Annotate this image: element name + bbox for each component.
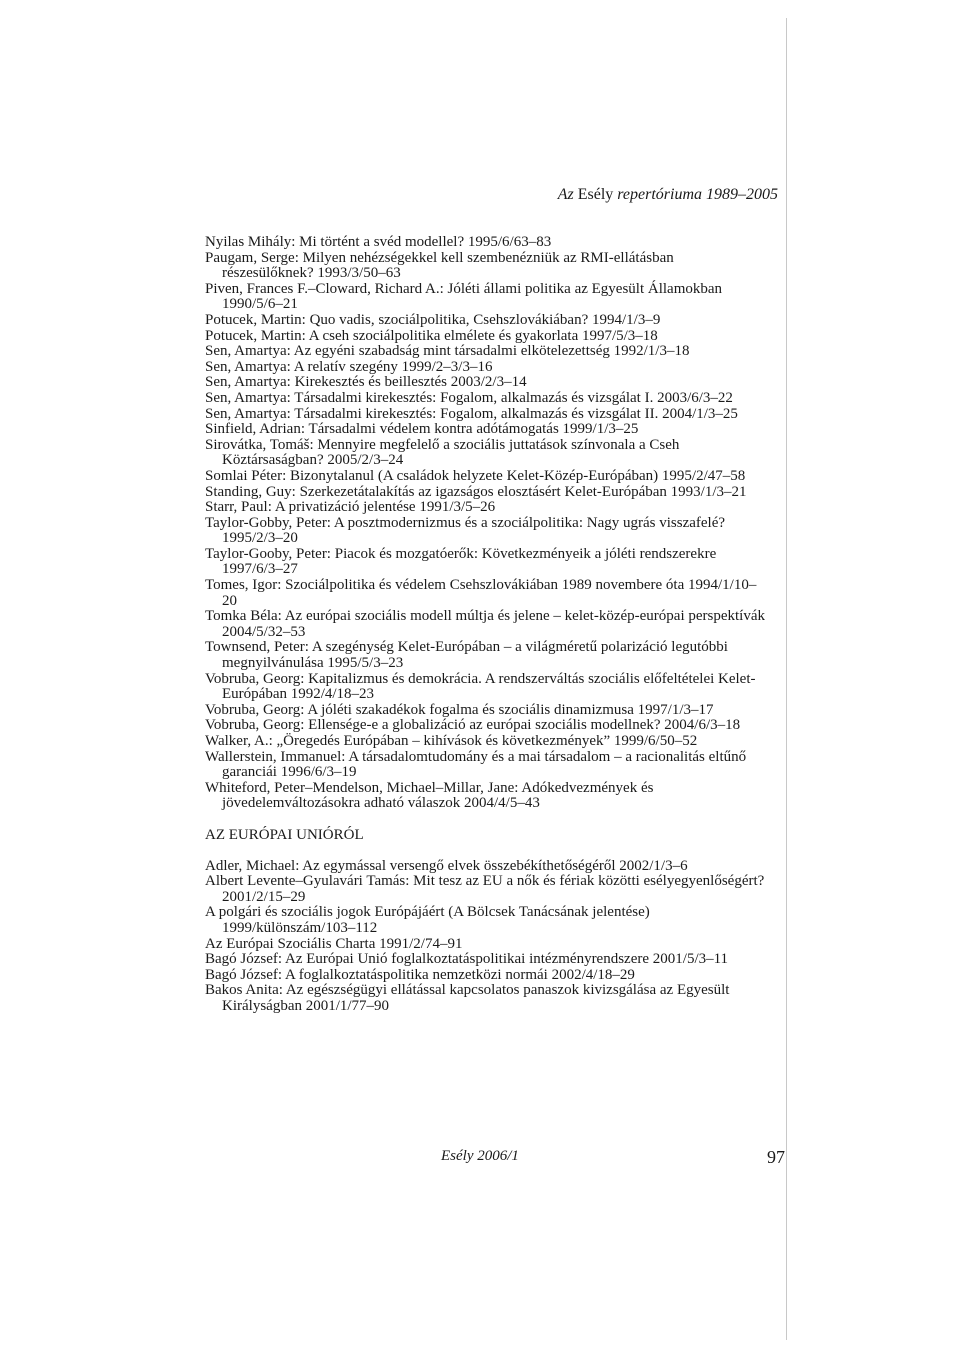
entry-list-eu xyxy=(205,859,765,1015)
bibliography-entry: Vobruba, Georg: Ellensége-e a globalizáció az európai szociális modellnek? 2004/6/3–18 xyxy=(205,717,741,734)
bibliography-entry: Potucek, Martin: A cseh szociálpolitika elmélete és gyakorlata 1997/5/3–18 xyxy=(205,327,658,344)
bibliography-entry: Adler, Michael: Az egymással versengő elvek összebékíthetőségéről 2002/1/3–6 xyxy=(205,857,688,874)
bibliography-entry: Whiteford, Peter–Mendelson, Michael–Millar, Jane: Adókedvezmények és jövedelemváltozásokra adható válaszok 2004/4/5–43 xyxy=(205,779,654,812)
bibliography-entry: Taylor-Gobby, Peter: A posztmodernizmus és a szociálpolitika: Nagy ugrás visszafelé? 1995/2/3–20 xyxy=(205,514,726,547)
bibliography-entry: Taylor-Gooby, Peter: Piacok és mozgatóerők: Következményeik a jóléti rendszerekre 1997/6/3–27 xyxy=(205,545,717,578)
bibliography-entry: Bagó József: Az Európai Unió foglalkoztatáspolitikai intézményrendszere 2001/5/3–11 xyxy=(205,951,729,968)
bibliography-entry: Walker, A.: „Öregedés Európában – kihívások és következmények” 1999/6/50–52 xyxy=(205,733,698,749)
bibliography-entry: Potucek, Martin: Quo vadis, szociálpolitika, Csehszlovákiában? 1994/1/3–9 xyxy=(205,311,661,328)
bibliography-entry: Townsend, Peter: A szegénység Kelet-Európában – a világméretű polarizáció legutóbbi megnyilvánulása 1995/5/3–23 xyxy=(205,639,728,672)
bibliography-entry: Starr, Paul: A privatizáció jelentése 1991/3/5–26 xyxy=(205,499,496,516)
bibliography-entry: Nyilas Mihály: Mi történt a svéd modellel? 1995/6/63–83 xyxy=(205,234,552,250)
header-journal: Esély xyxy=(577,186,614,203)
header-repertory: repertóriuma 1989–2005 xyxy=(617,186,778,203)
bibliography-entry: Paugam, Serge: Milyen nehézségekkel kell szembenézniük az RMI-ellátásban részesülőknek? 1993/3/50–63 xyxy=(205,249,674,282)
bibliography-entry: Vobruba, Georg: A jóléti szakadékok fogalma és szociális dinamizmusa 1997/1/3–17 xyxy=(205,701,714,718)
bibliography-entry: Sinfield, Adrian: Társadalmi védelem kontra adótámogatás 1999/1/3–25 xyxy=(205,421,639,438)
bibliography-entry: Tomes, Igor: Szociálpolitika és védelem Csehszlovákiában 1989 novembere óta 1994/1/10–20 xyxy=(205,577,757,609)
bibliography-entry: Az Európai Szociális Charta 1991/2/74–91 xyxy=(205,935,463,952)
footer-journal-issue: Esély 2006/1 xyxy=(441,1148,519,1164)
page-number: 97 xyxy=(767,1147,785,1167)
bibliography-entry: Albert Levente–Gyulavári Tamás: Mit tesz az EU a nők és fériak közötti esélyegyenlőségért? 2001/2/15–29 xyxy=(205,873,765,905)
bibliography-entry: Sen, Amartya: Kirekesztés és beillesztés 2003/2/3–14 xyxy=(205,374,527,391)
bibliography-entry: Somlai Péter: Bizonytalanul (A családok helyzete Kelet-Közép-Európában) 1995/2/47–58 xyxy=(205,467,746,484)
margin-rule xyxy=(786,18,787,1340)
bibliography-entry: Piven, Frances F.–Cloward, Richard A.: Jóléti állami politika az Egyesült Államokban 1990/5/6–21 xyxy=(205,280,723,313)
bibliography-entry: A polgári és szociális jogok Európájáért (A Bölcsek Tanácsának jelentése) 1999/különszám/103–112 xyxy=(205,904,650,936)
bibliography-entry: Bagó József: A foglalkoztatáspolitika nemzetközi normái 2002/4/18–29 xyxy=(205,966,635,983)
bibliography-entry: Sen, Amartya: Társadalmi kirekesztés: Fogalom, alkalmazás és vizsgálat I. 2003/6/3–22 xyxy=(205,389,733,406)
bibliography-entry: Tomka Béla: Az európai szociális modell múltja és jelene – kelet-közép-európai perspektívák 2004/5/32–53 xyxy=(205,608,766,640)
bibliography-entry: Standing, Guy: Szerkezetátalakítás az igazságos elosztásért Kelet-Európában 1993/1/3–21 xyxy=(205,483,747,500)
section-heading: AZ EURÓPAI UNIÓRÓL xyxy=(205,826,364,843)
bibliography-entry: Sen, Amartya: Társadalmi kirekesztés: Fogalom, alkalmazás és vizsgálat II. 2004/1/3–25 xyxy=(205,405,738,422)
running-header xyxy=(558,186,778,204)
bibliography-entry: Bakos Anita: Az egészségügyi ellátással kapcsolatos panaszok kivizsgálása az Egyesült Királyságban 2001/1/77–90 xyxy=(205,982,730,1014)
bibliography-entry: Wallerstein, Immanuel: A társadalomtudomány és a mai társadalom – a racionalitás eltűnő garanciái 1996/6/3–19 xyxy=(205,748,747,781)
entry-list-general xyxy=(205,235,765,812)
bibliography-entry: Sirovátka, Tomáš: Mennyire megfelelő a szociális juttatások színvonala a Cseh Köztársaságban? 2005/2/3–24 xyxy=(205,436,680,469)
bibliography-entry: Sen, Amartya: A relatív szegény 1999/2–3/3–16 xyxy=(205,358,493,375)
header-az: Az xyxy=(557,186,574,203)
bibliography-entry: Sen, Amartya: Az egyéni szabadság mint társadalmi elkötelezettség 1992/1/3–18 xyxy=(205,343,690,360)
bibliography-entry: Vobruba, Georg: Kapitalizmus és demokrácia. A rendszerváltás szociális előfeltételei Kelet-Európában 1992/4/18–23 xyxy=(205,670,756,703)
bibliography xyxy=(205,235,765,1015)
